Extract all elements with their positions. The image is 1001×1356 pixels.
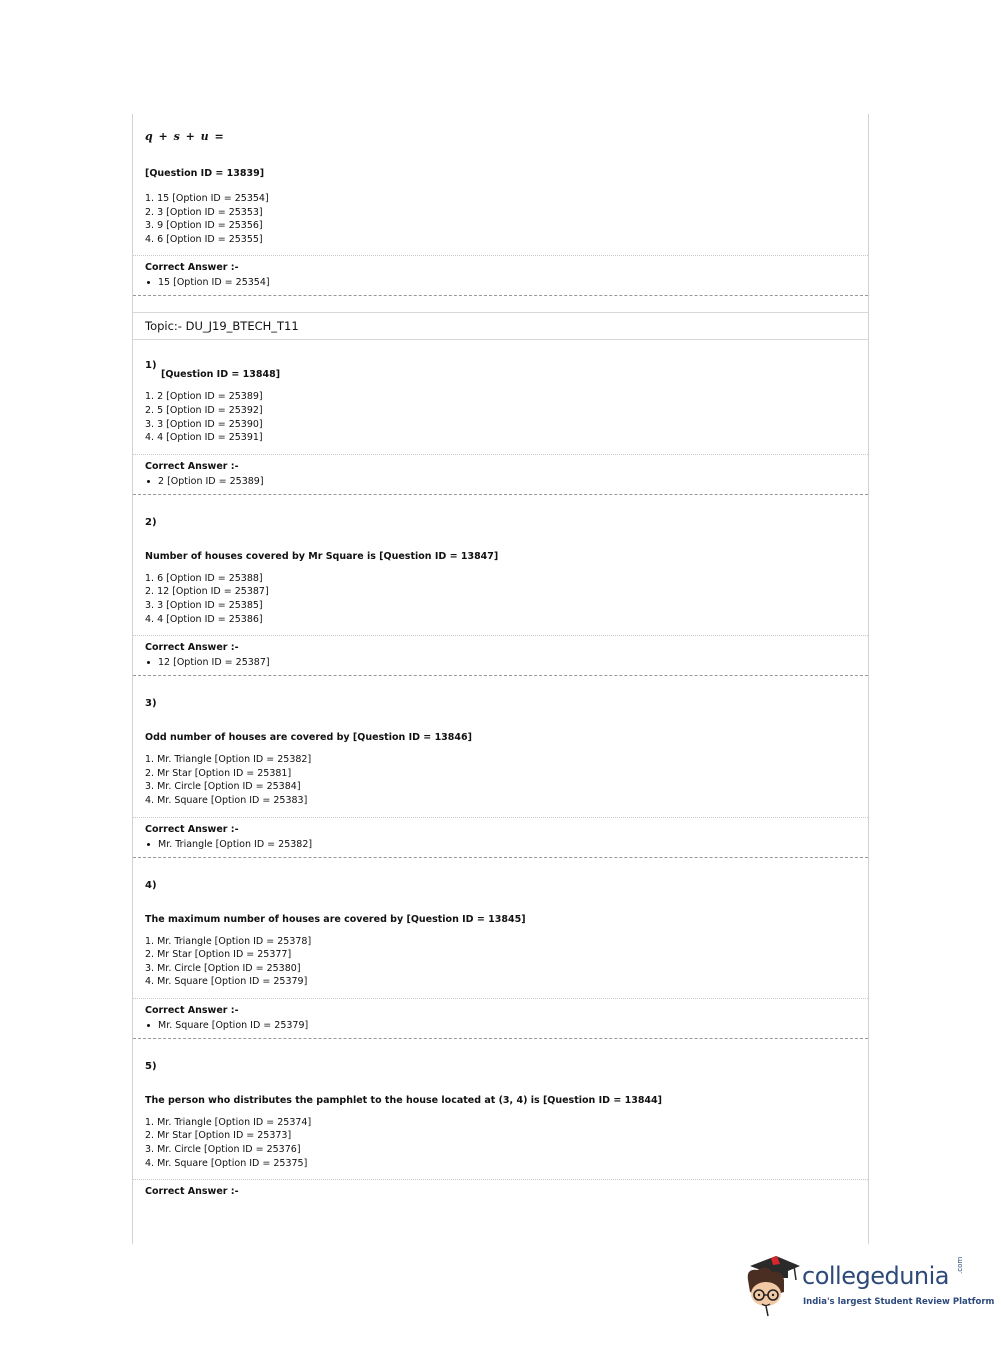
correct-answer-label: Correct Answer :-	[145, 642, 239, 654]
divider	[133, 635, 868, 636]
question-text: Odd number of houses are covered by [Question ID = 13846]	[145, 732, 472, 744]
option-item: 2. Mr Star [Option ID = 25381]	[145, 767, 292, 779]
logo-tagline: India's largest Student Review Platform	[803, 1297, 995, 1307]
option-item: 1. 6 [Option ID = 25388]	[145, 572, 263, 584]
option-item: 4. Mr. Square [Option ID = 25375]	[145, 1157, 308, 1169]
option-item: 2. 3 [Option ID = 25353]	[145, 206, 263, 218]
option-item: 1. Mr. Triangle [Option ID = 25378]	[145, 935, 312, 947]
topic-title: Topic:- DU_J19_BTECH_T11	[133, 313, 868, 340]
correct-answer-text: 15 [Option ID = 25354]	[158, 277, 270, 289]
option-item: 3. 3 [Option ID = 25385]	[145, 599, 263, 611]
student-mascot-icon	[742, 1250, 802, 1320]
option-item: 4. 4 [Option ID = 25386]	[145, 613, 263, 625]
option-item: 2. 5 [Option ID = 25392]	[145, 404, 263, 416]
bullet-icon	[147, 843, 150, 846]
question-5	[133, 1039, 868, 1197]
question-text: The maximum number of houses are covered by [Question ID = 13845]	[145, 913, 526, 925]
bullet-icon	[147, 480, 150, 483]
options-list	[145, 192, 868, 246]
correct-answer	[145, 1020, 868, 1031]
option-item: 1. Mr. Triangle [Option ID = 25382]	[145, 754, 312, 766]
option-item: 4. Mr. Square [Option ID = 25379]	[145, 976, 308, 988]
correct-answer	[145, 839, 868, 850]
correct-answer	[145, 657, 868, 668]
correct-answer-text: Mr. Triangle [Option ID = 25382]	[158, 838, 313, 850]
question-text: The person who distributes the pamphlet to the house located at (3, 4) is [Question ID = 13844]	[145, 1094, 662, 1106]
question-3	[133, 676, 868, 857]
options-list	[145, 390, 868, 444]
topic-spacer	[133, 296, 868, 313]
correct-answer	[145, 277, 868, 288]
question-1	[133, 340, 868, 494]
option-item: 4. Mr. Square [Option ID = 25383]	[145, 794, 308, 806]
correct-answer-label: Correct Answer :-	[145, 1004, 239, 1016]
question-sheet	[132, 114, 869, 1244]
option-item: 3. 3 [Option ID = 25390]	[145, 418, 263, 430]
question-number: 4)	[145, 879, 157, 891]
option-item: 3. 9 [Option ID = 25356]	[145, 220, 263, 232]
logo-suffix: .com	[956, 1256, 964, 1274]
correct-answer-label: Correct Answer :-	[145, 823, 239, 835]
options-list	[145, 572, 868, 626]
option-item: 3. Mr. Circle [Option ID = 25384]	[145, 781, 301, 793]
question-text: Number of houses covered by Mr Square is [Question ID = 13847]	[145, 550, 499, 562]
question-formula: q + s + u =	[145, 130, 225, 143]
divider	[133, 255, 868, 256]
option-item: 4. 4 [Option ID = 25391]	[145, 432, 263, 444]
question-number: 2)	[145, 516, 157, 528]
correct-answer-text: 2 [Option ID = 25389]	[158, 475, 264, 487]
option-item: 2. 12 [Option ID = 25387]	[145, 586, 269, 598]
question-4	[133, 858, 868, 1039]
option-item: 2. Mr Star [Option ID = 25373]	[145, 1130, 292, 1142]
divider	[133, 998, 868, 999]
correct-answer-text: Mr. Square [Option ID = 25379]	[158, 1019, 309, 1031]
correct-answer-label: Correct Answer :-	[145, 1186, 239, 1198]
question-number: 1)	[145, 360, 157, 372]
option-item: 3. Mr. Circle [Option ID = 25380]	[145, 962, 301, 974]
option-item: 1. 2 [Option ID = 25389]	[145, 391, 263, 403]
divider	[133, 454, 868, 455]
bullet-icon	[147, 281, 150, 284]
options-list	[145, 935, 868, 989]
divider	[133, 817, 868, 818]
question-2	[133, 495, 868, 676]
bullet-icon	[147, 661, 150, 664]
collegedunia-logo	[742, 1250, 995, 1320]
correct-answer-text: 12 [Option ID = 25387]	[158, 657, 270, 669]
option-item: 3. Mr. Circle [Option ID = 25376]	[145, 1144, 301, 1156]
options-list	[145, 753, 868, 807]
question-divider	[133, 295, 868, 296]
question-number: 3)	[145, 698, 157, 710]
logo-wordmark: collegedunia	[802, 1262, 950, 1290]
question-number: 5)	[145, 1060, 157, 1072]
question-id: [Question ID = 13839]	[145, 168, 265, 179]
options-list	[145, 1116, 868, 1170]
bullet-icon	[147, 1024, 150, 1027]
correct-answer	[145, 476, 868, 487]
correct-answer-label: Correct Answer :-	[145, 460, 239, 472]
option-item: 4. 6 [Option ID = 25355]	[145, 233, 263, 245]
question-text: [Question ID = 13848]	[161, 369, 281, 381]
prev-question	[133, 114, 868, 296]
option-item: 1. Mr. Triangle [Option ID = 25374]	[145, 1116, 312, 1128]
option-item: 1. 15 [Option ID = 25354]	[145, 193, 269, 204]
correct-answer-label: Correct Answer :-	[145, 262, 239, 274]
divider	[133, 1179, 868, 1180]
option-item: 2. Mr Star [Option ID = 25377]	[145, 949, 292, 961]
